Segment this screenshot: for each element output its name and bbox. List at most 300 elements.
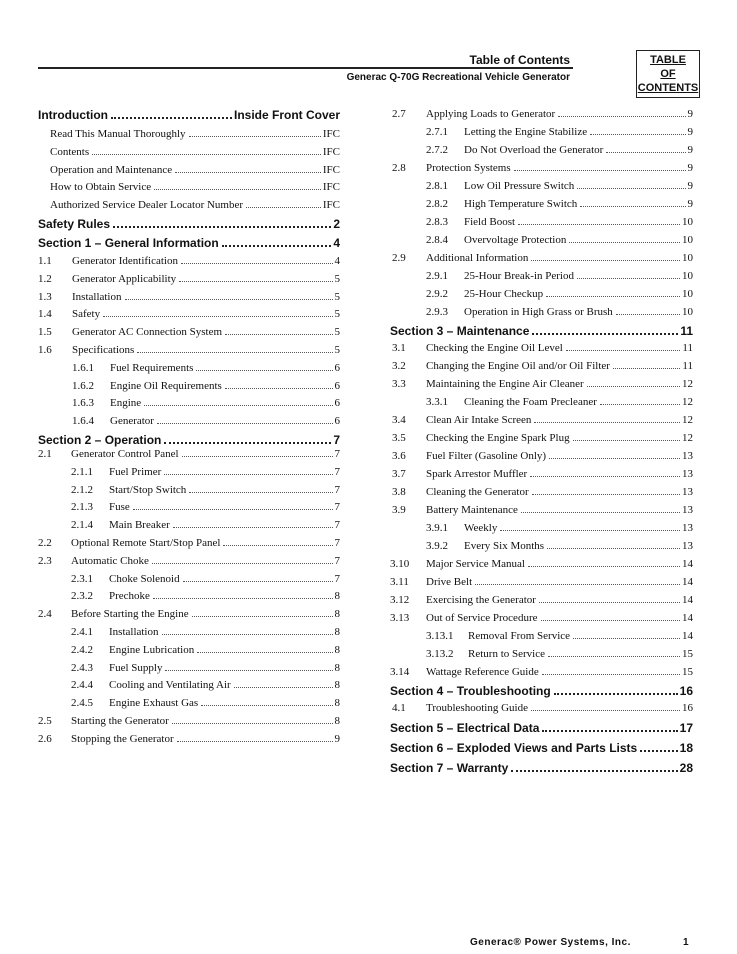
leader-dots	[225, 334, 332, 335]
toc-entry	[38, 199, 340, 217]
toc-entry	[390, 234, 693, 252]
toc-entry-title: Checking the Engine Spark Plug	[426, 432, 570, 444]
toc-entry	[38, 181, 340, 199]
toc-entry-number: 3.13.1	[426, 630, 454, 642]
leader-dots	[531, 260, 680, 261]
leader-dots	[246, 207, 321, 208]
toc-entry-title: Starting the Generator	[71, 714, 169, 727]
toc-entry-title: Installation	[72, 290, 122, 303]
toc-entry	[38, 255, 340, 273]
toc-entry	[38, 273, 340, 291]
toc-entry-page: 7	[334, 465, 340, 478]
toc-entry	[38, 573, 340, 591]
leader-dots	[532, 333, 678, 335]
toc-entry-title: Section 6 – Exploded Views and Parts Lists	[390, 741, 638, 755]
toc-entry-page: IFC	[322, 181, 340, 194]
toc-section-entry	[38, 217, 340, 236]
toc-entry-title: Operation in High Grass or Brush	[464, 306, 613, 318]
leader-dots	[640, 750, 677, 752]
toc-entry	[38, 608, 340, 626]
toc-entry-page: 5	[334, 343, 340, 356]
toc-entry-number: 3.12	[390, 594, 410, 606]
toc-entry-number: 2.8	[392, 162, 406, 174]
leader-dots	[514, 170, 686, 171]
toc-entry	[38, 537, 340, 555]
toc-entry-number: 2.9.2	[426, 288, 448, 300]
toc-entry-page: 12	[682, 378, 693, 390]
leader-dots	[179, 281, 332, 282]
toc-entry-title: Checking the Engine Oil Level	[426, 342, 563, 354]
toc-entry-page: 5	[334, 308, 340, 321]
leader-dots	[554, 693, 678, 695]
toc-entry-title: Changing the Engine Oil and/or Oil Filter	[426, 360, 610, 372]
leader-dots	[616, 314, 680, 315]
toc-entry	[390, 162, 693, 180]
leader-dots	[153, 598, 333, 599]
toc-entry	[38, 697, 340, 715]
toc-entry-number: 2.1.3	[71, 501, 93, 514]
toc-entry-number: 3.8	[392, 486, 406, 498]
leader-dots	[157, 423, 333, 424]
toc-entry-page: 9	[687, 144, 693, 156]
toc-entry	[390, 360, 693, 378]
toc-entry-page: 8	[334, 608, 340, 621]
toc-entry-number: 1.6.3	[72, 397, 94, 410]
toc-entry-page: 11	[680, 324, 693, 338]
toc-entry-number: 2.6	[38, 732, 52, 745]
toc-entry-number: 2.3.2	[71, 590, 93, 603]
toc-entry-title: Start/Stop Switch	[109, 483, 187, 496]
toc-entry-title: Return to Service	[468, 648, 545, 660]
leader-dots	[111, 117, 232, 119]
toc-entry-number: 3.5	[392, 432, 406, 444]
toc-entry	[390, 252, 693, 270]
toc-entry-number: 2.8.4	[426, 234, 448, 246]
leader-dots	[539, 602, 680, 603]
toc-entry	[38, 715, 340, 733]
toc-entry-number: 3.3	[392, 378, 406, 390]
toc-entry-number: 3.11	[390, 576, 409, 588]
toc-entry-page: 7	[334, 519, 340, 532]
toc-entry-number: 2.4.2	[71, 643, 93, 656]
toc-entry-number: 2.4.4	[71, 679, 93, 692]
toc-entry	[38, 590, 340, 608]
toc-entry	[390, 270, 693, 288]
leader-dots	[558, 116, 685, 117]
toc-entry-title: Choke Solenoid	[109, 572, 180, 585]
toc-entry-page: 10	[682, 216, 693, 228]
toc-entry-title: Fuel Filter (Gasoline Only)	[426, 450, 547, 462]
toc-section-entry	[38, 236, 340, 255]
toc-entry-title: Before Starting the Engine	[71, 608, 189, 621]
toc-entry	[38, 128, 340, 146]
leader-dots	[192, 616, 333, 617]
toc-entry-title: Removal From Service	[468, 630, 571, 642]
toc-entry-title: How to Obtain Service	[50, 181, 152, 194]
leader-dots	[600, 404, 680, 405]
page-header-title: Table of Contents	[469, 53, 570, 67]
toc-section-entry	[390, 761, 693, 781]
leader-dots	[137, 352, 332, 353]
toc-entry-number: 1.6.2	[72, 379, 94, 392]
leader-dots	[92, 154, 321, 155]
toc-entry	[38, 662, 340, 680]
toc-entry-page: IFC	[322, 199, 340, 212]
toc-entry-number: 1.2	[38, 272, 52, 285]
toc-entry-page: 5	[334, 272, 340, 285]
toc-entry-page: 16	[682, 702, 693, 714]
toc-entry-page: 18	[679, 741, 693, 755]
leader-dots	[223, 545, 332, 546]
leader-dots	[511, 770, 677, 772]
leader-dots	[225, 388, 333, 389]
page-header-subtitle: Generac Q-70G Recreational Vehicle Generator	[346, 72, 570, 83]
leader-dots	[103, 316, 332, 317]
toc-entry-number: 2.3	[38, 554, 52, 567]
toc-entry-number: 2.7.1	[426, 126, 448, 138]
toc-entry-number: 4.1	[392, 702, 406, 714]
leader-dots	[521, 512, 680, 513]
toc-entry-title: Optional Remote Start/Stop Panel	[71, 536, 221, 549]
toc-entry-title: Letting the Engine Stabilize	[464, 126, 588, 138]
toc-entry-page: 8	[334, 625, 340, 638]
toc-entry-page: 7	[334, 572, 340, 585]
toc-entry-page: 5	[334, 326, 340, 339]
leader-dots	[152, 563, 333, 564]
leader-dots	[580, 206, 685, 207]
leader-dots	[577, 278, 680, 279]
toc-entry	[390, 648, 693, 666]
toc-entry-page: 9	[334, 732, 340, 745]
leader-dots	[532, 494, 680, 495]
toc-entry	[38, 344, 340, 362]
toc-entry-title: Operation and Maintenance	[50, 163, 173, 176]
toc-entry-page: 14	[682, 612, 693, 624]
toc-entry	[390, 630, 693, 648]
toc-entry-title: Fuel Primer	[109, 465, 162, 478]
toc-entry-number: 2.4.1	[71, 625, 93, 638]
toc-entry-title: Maintaining the Engine Air Cleaner	[426, 378, 584, 390]
leader-dots	[528, 566, 680, 567]
toc-entry	[38, 146, 340, 164]
toc-entry-page: 17	[679, 721, 693, 735]
toc-entry	[390, 144, 693, 162]
toc-entry	[390, 594, 693, 612]
toc-entry-title: Major Service Manual	[426, 558, 525, 570]
leader-dots	[164, 474, 332, 475]
leader-dots	[546, 296, 680, 297]
toc-entry-title: Field Boost	[464, 216, 516, 228]
toc-entry-page: 9	[687, 198, 693, 210]
leader-dots	[606, 152, 685, 153]
toc-entry	[390, 396, 693, 414]
toc-entry-title: Weekly	[464, 522, 498, 534]
toc-entry-page: 6	[334, 415, 340, 428]
toc-entry-title: High Temperature Switch	[464, 198, 578, 210]
toc-entry-number: 2.7	[392, 108, 406, 120]
toc-entry-title: Cleaning the Generator	[426, 486, 529, 498]
toc-entry-title: Overvoltage Protection	[464, 234, 567, 246]
tab-label-line-1: TABLE	[650, 54, 686, 66]
toc-entry-page: 4	[334, 254, 340, 267]
toc-entry-number: 1.3	[38, 290, 52, 303]
toc-entry	[38, 380, 340, 398]
toc-entry-number: 2.4	[38, 608, 52, 621]
toc-entry	[38, 415, 340, 433]
toc-entry-title: Authorized Service Dealer Locator Number	[50, 199, 244, 212]
toc-entry-number: 3.2	[392, 360, 406, 372]
leader-dots	[196, 370, 332, 371]
toc-entry	[38, 679, 340, 697]
leader-dots	[177, 741, 333, 742]
leader-dots	[175, 172, 321, 173]
toc-entry-page: 15	[682, 648, 693, 660]
toc-entry-title: Troubleshooting Guide	[426, 702, 528, 714]
toc-entry-page: IFC	[322, 163, 340, 176]
toc-entry-number: 3.1	[392, 342, 406, 354]
toc-section-entry	[390, 721, 693, 741]
toc-entry-page: 9	[687, 162, 693, 174]
toc-entry-page: 11	[682, 342, 693, 354]
toc-entry	[390, 198, 693, 216]
toc-entry-title: Engine	[110, 397, 142, 410]
toc-left-column	[38, 108, 340, 751]
toc-entry	[390, 378, 693, 396]
leader-dots	[587, 386, 680, 387]
toc-entry-number: 2.1.4	[71, 519, 93, 532]
footer-page-number: 1	[683, 937, 689, 948]
toc-entry-number: 2.8.2	[426, 198, 448, 210]
toc-entry-page: 13	[682, 486, 693, 498]
toc-entry-title: Battery Maintenance	[426, 504, 518, 516]
toc-entry-title: Section 4 – Troubleshooting	[390, 684, 551, 698]
toc-entry-page: 8	[334, 643, 340, 656]
toc-entry-title: Specifications	[72, 343, 135, 356]
toc-entry-page: 12	[682, 432, 693, 444]
toc-entry-number: 3.6	[392, 450, 406, 462]
toc-entry-number: 3.14	[390, 666, 410, 678]
toc-entry-page: 4	[333, 235, 340, 250]
toc-entry	[390, 288, 693, 306]
toc-entry-page: 6	[334, 379, 340, 392]
toc-entry-number: 2.8.3	[426, 216, 448, 228]
toc-entry-page: 10	[682, 252, 693, 264]
toc-entry-title: Engine Oil Requirements	[110, 379, 222, 392]
leader-dots	[547, 548, 680, 549]
leader-dots	[548, 656, 680, 657]
toc-entry-title: Main Breaker	[109, 519, 170, 532]
toc-entry-title: Fuel Supply	[109, 661, 163, 674]
toc-entry-title: Low Oil Pressure Switch	[464, 180, 575, 192]
toc-entry-title: Generator Applicability	[72, 272, 177, 285]
leader-dots	[531, 710, 680, 711]
toc-entry-title: Section 7 – Warranty	[390, 761, 509, 775]
toc-entry-page: 8	[334, 697, 340, 710]
toc-entry-number: 2.3.1	[71, 572, 93, 585]
toc-entry-title: Cooling and Ventilating Air	[109, 679, 231, 692]
toc-entry-number: 2.1	[38, 447, 52, 460]
toc-entry	[390, 180, 693, 198]
toc-entry	[390, 558, 693, 576]
toc-entry-page: 8	[334, 679, 340, 692]
leader-dots	[613, 368, 680, 369]
toc-entry	[38, 397, 340, 415]
toc-right-column	[390, 108, 693, 781]
toc-entry-title: Drive Belt	[426, 576, 473, 588]
toc-entry	[390, 576, 693, 594]
toc-entry-number: 2.1.1	[71, 465, 93, 478]
toc-entry-number: 3.9.2	[426, 540, 448, 552]
toc-entry-page: 14	[682, 558, 693, 570]
leader-dots	[113, 226, 331, 228]
leader-dots	[542, 674, 680, 675]
toc-entry	[38, 362, 340, 380]
leader-dots	[144, 405, 332, 406]
toc-entry-number: 2.1.2	[71, 483, 93, 496]
tab-label-line-2: OF	[660, 68, 676, 80]
toc-entry-title: Generator AC Connection System	[72, 326, 223, 339]
leader-dots	[189, 492, 332, 493]
toc-entry-number: 3.3.1	[426, 396, 448, 408]
toc-entry-number: 2.9	[392, 252, 406, 264]
leader-dots	[154, 189, 321, 190]
toc-entry-number: 2.8.1	[426, 180, 448, 192]
toc-entry-number: 1.1	[38, 254, 52, 267]
toc-entry-page: Inside Front Cover	[233, 108, 340, 122]
toc-entry-number: 3.13	[390, 612, 410, 624]
toc-entry	[38, 484, 340, 502]
toc-entry-page: 14	[682, 576, 693, 588]
toc-entry	[390, 306, 693, 324]
toc-entry-page: 5	[334, 290, 340, 303]
toc-entry-page: 10	[682, 306, 693, 318]
toc-entry-title: Safety	[72, 308, 101, 321]
leader-dots	[566, 350, 681, 351]
toc-entry-title: Section 5 – Electrical Data	[390, 721, 540, 735]
leader-dots	[183, 581, 333, 582]
toc-entry-title: Every Six Months	[464, 540, 545, 552]
toc-entry-title: Installation	[109, 625, 159, 638]
toc-entry-title: Wattage Reference Guide	[426, 666, 539, 678]
toc-entry-number: 1.6	[38, 343, 52, 356]
leader-dots	[165, 670, 332, 671]
toc-entry-title: 25-Hour Break-in Period	[464, 270, 574, 282]
toc-entry-title: Section 3 – Maintenance	[390, 324, 530, 338]
toc-entry-title: Applying Loads to Generator	[426, 108, 556, 120]
toc-entry	[38, 644, 340, 662]
toc-entry-number: 2.9.1	[426, 270, 448, 282]
toc-entry-number: 1.6.1	[72, 361, 94, 374]
toc-entry-page: 12	[682, 414, 693, 426]
toc-entry-page: 9	[687, 180, 693, 192]
toc-entry-page: 10	[682, 270, 693, 282]
toc-entry-page: 13	[682, 522, 693, 534]
toc-entry-page: 13	[682, 450, 693, 462]
table-of-contents-tab	[636, 50, 700, 98]
toc-entry-page: 7	[334, 536, 340, 549]
toc-entry-title: Clean Air Intake Screen	[426, 414, 532, 426]
leader-dots	[500, 530, 680, 531]
toc-entry-page: 9	[687, 126, 693, 138]
toc-entry-page: IFC	[322, 145, 340, 158]
toc-entry-title: Exercising the Generator	[426, 594, 536, 606]
leader-dots	[133, 509, 333, 510]
toc-entry-number: 3.13.2	[426, 648, 454, 660]
leader-dots	[518, 224, 680, 225]
toc-entry-page: 13	[682, 468, 693, 480]
toc-entry-title: Engine Exhaust Gas	[109, 697, 199, 710]
toc-entry-title: Section 2 – Operation	[38, 432, 162, 447]
toc-entry-page: 9	[687, 108, 693, 120]
toc-entry-title: Automatic Choke	[71, 554, 149, 567]
toc-entry-page: 6	[334, 361, 340, 374]
toc-entry	[390, 468, 693, 486]
leader-dots	[590, 134, 685, 135]
toc-entry-number: 3.4	[392, 414, 406, 426]
toc-entry-page: 10	[682, 234, 693, 246]
leader-dots	[197, 652, 332, 653]
toc-entry-page: 7	[334, 483, 340, 496]
toc-entry-number: 2.4.5	[71, 697, 93, 710]
leader-dots	[573, 638, 680, 639]
toc-entry-title: Cleaning the Foam Precleaner	[464, 396, 597, 408]
leader-dots	[542, 730, 677, 732]
toc-entry-page: 7	[334, 554, 340, 567]
toc-entry-title: Section 1 – General Information	[38, 235, 219, 250]
toc-entry-number: 2.5	[38, 714, 52, 727]
toc-entry-title: Spark Arrestor Muffler	[426, 468, 528, 480]
leader-dots	[549, 458, 680, 459]
leader-dots	[573, 440, 680, 441]
toc-entry-title: Protection Systems	[426, 162, 511, 174]
leader-dots	[201, 705, 332, 706]
toc-entry-number: 1.6.4	[72, 415, 94, 428]
toc-entry-number: 2.4.3	[71, 661, 93, 674]
toc-section-entry	[38, 108, 340, 128]
toc-entry-page: 7	[333, 432, 340, 447]
toc-entry-number: 2.7.2	[426, 144, 448, 156]
toc-entry-number: 1.4	[38, 308, 52, 321]
footer-company: Generac® Power Systems, Inc.	[470, 937, 631, 948]
toc-entry-title: Generator	[110, 415, 154, 428]
toc-entry-title: Introduction	[38, 108, 108, 122]
toc-entry-page: 10	[682, 288, 693, 300]
leader-dots	[172, 723, 333, 724]
toc-entry	[390, 342, 693, 360]
toc-section-entry	[390, 741, 693, 761]
toc-entry-title: Safety Rules	[38, 216, 111, 231]
toc-entry-page: 11	[682, 360, 693, 372]
toc-entry	[38, 519, 340, 537]
toc-entry-title: Do Not Overload the Generator	[464, 144, 604, 156]
toc-entry-page: 8	[334, 714, 340, 727]
toc-entry	[38, 308, 340, 326]
toc-entry	[390, 432, 693, 450]
toc-entry-page: 7	[334, 501, 340, 514]
toc-entry-number: 2.9.3	[426, 306, 448, 318]
toc-entry-title: Fuse	[109, 501, 130, 514]
toc-section-entry	[390, 684, 693, 702]
toc-entry	[38, 448, 340, 466]
toc-entry-number: 3.7	[392, 468, 406, 480]
toc-entry-page: 14	[682, 594, 693, 606]
leader-dots	[569, 242, 680, 243]
toc-entry	[390, 504, 693, 522]
toc-entry	[38, 501, 340, 519]
toc-entry	[390, 450, 693, 468]
leader-dots	[577, 188, 685, 189]
toc-entry-page: 12	[682, 396, 693, 408]
